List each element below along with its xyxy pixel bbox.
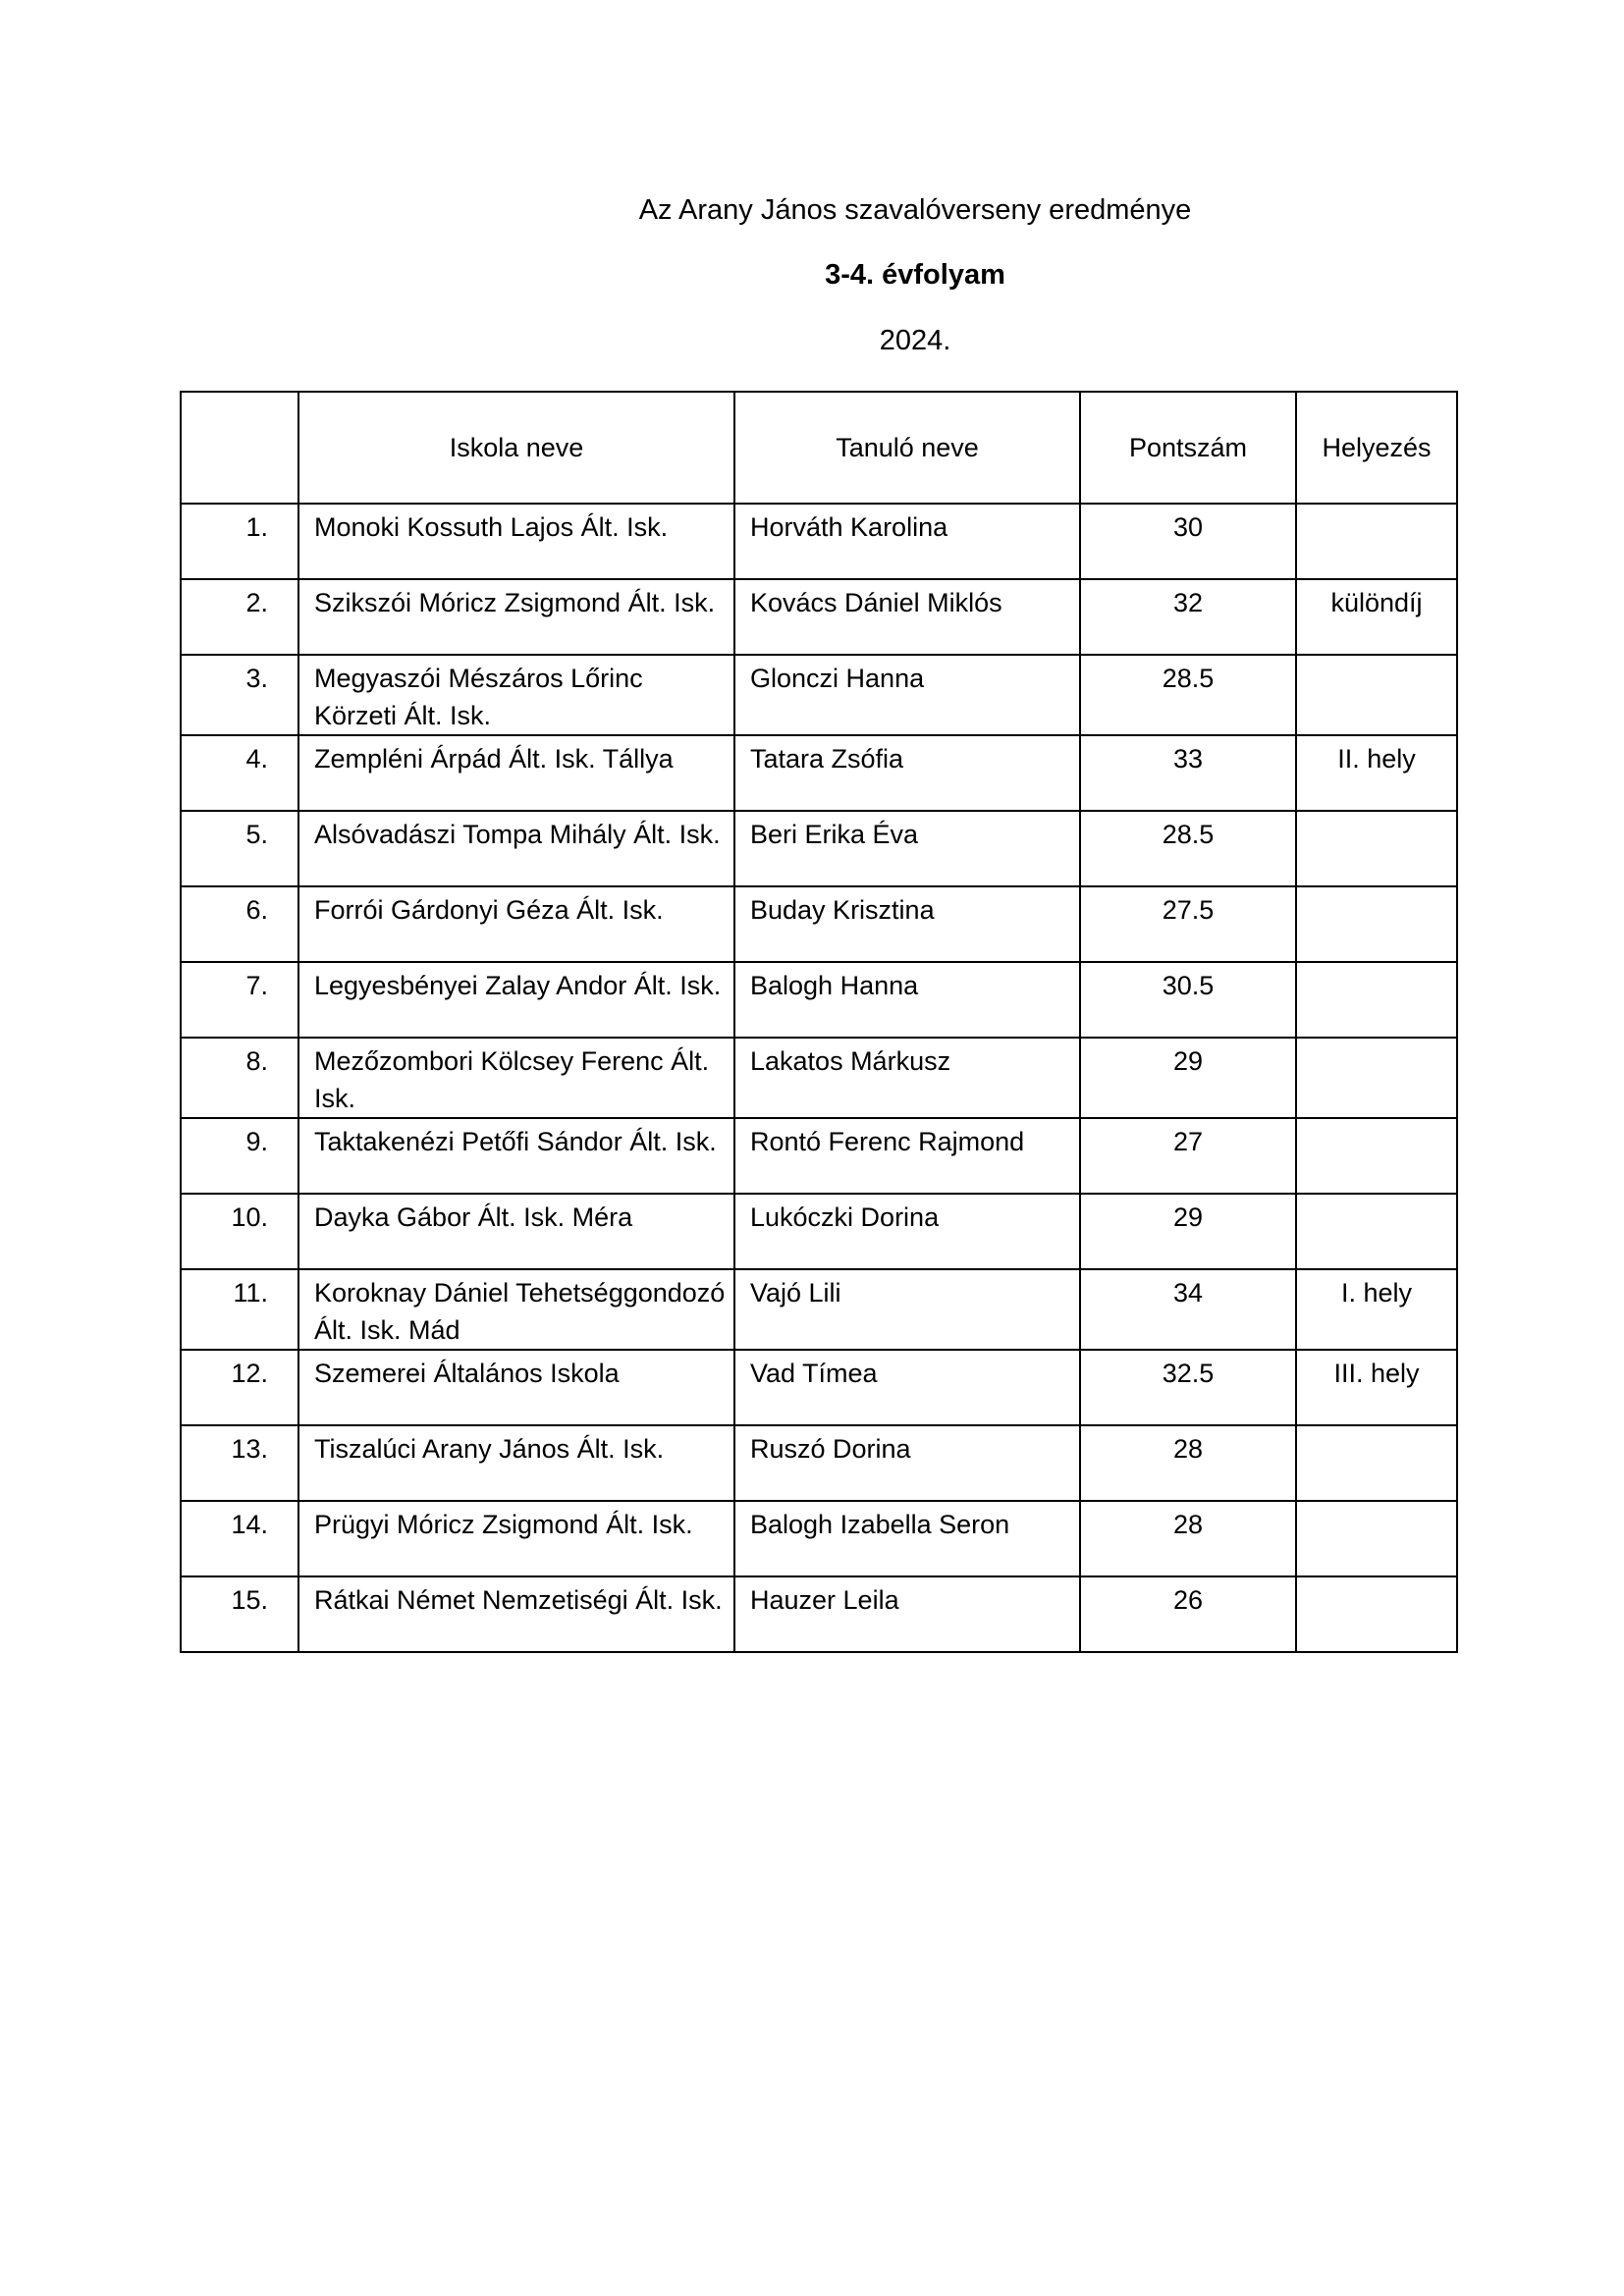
cell-points: 30 <box>1080 504 1296 579</box>
cell-number: 3. <box>181 655 298 735</box>
header-number <box>181 392 298 504</box>
table-row <box>181 579 1457 655</box>
table-row <box>181 1269 1457 1350</box>
cell-student: Buday Krisztina <box>734 886 1080 962</box>
header-school: Iskola neve <box>298 392 734 504</box>
cell-school: Megyaszói Mészáros Lőrinc Körzeti Ált. Isk. <box>298 655 734 735</box>
table-row <box>181 1350 1457 1425</box>
cell-school: Szikszói Móricz Zsigmond Ált. Isk. <box>298 579 734 655</box>
cell-points: 33 <box>1080 735 1296 811</box>
cell-school: Zempléni Árpád Ált. Isk. Tállya <box>298 735 734 811</box>
cell-place <box>1296 655 1457 735</box>
document-subtitle: 3-4. évfolyam <box>825 259 1005 291</box>
cell-student: Vad Tímea <box>734 1350 1080 1425</box>
table-row <box>181 1576 1457 1652</box>
cell-number: 5. <box>181 811 298 886</box>
cell-points: 28 <box>1080 1425 1296 1501</box>
cell-points: 29 <box>1080 1194 1296 1269</box>
cell-number: 8. <box>181 1038 298 1118</box>
header-student: Tanuló neve <box>734 392 1080 504</box>
cell-place <box>1296 1118 1457 1194</box>
cell-number: 13. <box>181 1425 298 1501</box>
cell-points: 27 <box>1080 1118 1296 1194</box>
table-row <box>181 504 1457 579</box>
cell-place <box>1296 504 1457 579</box>
cell-points: 34 <box>1080 1269 1296 1350</box>
cell-number: 15. <box>181 1576 298 1652</box>
document-year: 2024. <box>879 325 951 356</box>
header-row <box>181 392 1457 504</box>
cell-number: 6. <box>181 886 298 962</box>
cell-place: III. hely <box>1296 1350 1457 1425</box>
cell-place <box>1296 1501 1457 1576</box>
table-row <box>181 962 1457 1038</box>
cell-number: 2. <box>181 579 298 655</box>
cell-student: Vajó Lili <box>734 1269 1080 1350</box>
table-row <box>181 811 1457 886</box>
results-table-header <box>181 392 1457 504</box>
results-table <box>180 391 1458 1653</box>
cell-student: Horváth Karolina <box>734 504 1080 579</box>
document-title: Az Arany János szavalóverseny eredménye <box>638 194 1192 226</box>
cell-student: Tatara Zsófia <box>734 735 1080 811</box>
cell-place <box>1296 886 1457 962</box>
cell-student: Hauzer Leila <box>734 1576 1080 1652</box>
cell-place <box>1296 962 1457 1038</box>
cell-school: Prügyi Móricz Zsigmond Ált. Isk. <box>298 1501 734 1576</box>
table-row <box>181 655 1457 735</box>
table-row <box>181 1038 1457 1118</box>
cell-number: 1. <box>181 504 298 579</box>
cell-number: 11. <box>181 1269 298 1350</box>
cell-student: Ruszó Dorina <box>734 1425 1080 1501</box>
cell-number: 4. <box>181 735 298 811</box>
cell-points: 32 <box>1080 579 1296 655</box>
cell-points: 30.5 <box>1080 962 1296 1038</box>
cell-student: Beri Erika Éva <box>734 811 1080 886</box>
cell-school: Dayka Gábor Ált. Isk. Méra <box>298 1194 734 1269</box>
table-row <box>181 735 1457 811</box>
cell-student: Balogh Izabella Seron <box>734 1501 1080 1576</box>
cell-place <box>1296 1576 1457 1652</box>
cell-place <box>1296 811 1457 886</box>
cell-points: 28.5 <box>1080 811 1296 886</box>
cell-school: Legyesbényei Zalay Andor Ált. Isk. <box>298 962 734 1038</box>
cell-student: Balogh Hanna <box>734 962 1080 1038</box>
cell-school: Alsóvadászi Tompa Mihály Ált. Isk. <box>298 811 734 886</box>
table-row <box>181 886 1457 962</box>
cell-points: 32.5 <box>1080 1350 1296 1425</box>
cell-points: 26 <box>1080 1576 1296 1652</box>
table-row <box>181 1425 1457 1501</box>
cell-place <box>1296 1194 1457 1269</box>
header-place: Helyezés <box>1296 392 1457 504</box>
cell-school: Tiszalúci Arany János Ált. Isk. <box>298 1425 734 1501</box>
cell-school: Monoki Kossuth Lajos Ált. Isk. <box>298 504 734 579</box>
cell-place <box>1296 1425 1457 1501</box>
cell-place: II. hely <box>1296 735 1457 811</box>
table-row <box>181 1118 1457 1194</box>
cell-school: Rátkai Német Nemzetiségi Ált. Isk. <box>298 1576 734 1652</box>
cell-student: Rontó Ferenc Rajmond <box>734 1118 1080 1194</box>
cell-school: Szemerei Általános Iskola <box>298 1350 734 1425</box>
cell-place <box>1296 1038 1457 1118</box>
table-row <box>181 1194 1457 1269</box>
cell-student: Lakatos Márkusz <box>734 1038 1080 1118</box>
cell-place: I. hely <box>1296 1269 1457 1350</box>
cell-student: Glonczi Hanna <box>734 655 1080 735</box>
cell-student: Kovács Dániel Miklós <box>734 579 1080 655</box>
cell-school: Taktakenézi Petőfi Sándor Ált. Isk. <box>298 1118 734 1194</box>
cell-number: 12. <box>181 1350 298 1425</box>
cell-number: 10. <box>181 1194 298 1269</box>
cell-school: Forrói Gárdonyi Géza Ált. Isk. <box>298 886 734 962</box>
cell-points: 29 <box>1080 1038 1296 1118</box>
cell-points: 28.5 <box>1080 655 1296 735</box>
cell-number: 9. <box>181 1118 298 1194</box>
cell-number: 14. <box>181 1501 298 1576</box>
cell-points: 27.5 <box>1080 886 1296 962</box>
cell-school: Mezőzombori Kölcsey Ferenc Ált. Isk. <box>298 1038 734 1118</box>
cell-school: Koroknay Dániel Tehetséggondozó Ált. Isk. Mád <box>298 1269 734 1350</box>
cell-student: Lukóczki Dorina <box>734 1194 1080 1269</box>
cell-place: különdíj <box>1296 579 1457 655</box>
table-row <box>181 1501 1457 1576</box>
header-points: Pontszám <box>1080 392 1296 504</box>
results-table-body <box>181 504 1457 1652</box>
cell-points: 28 <box>1080 1501 1296 1576</box>
cell-number: 7. <box>181 962 298 1038</box>
